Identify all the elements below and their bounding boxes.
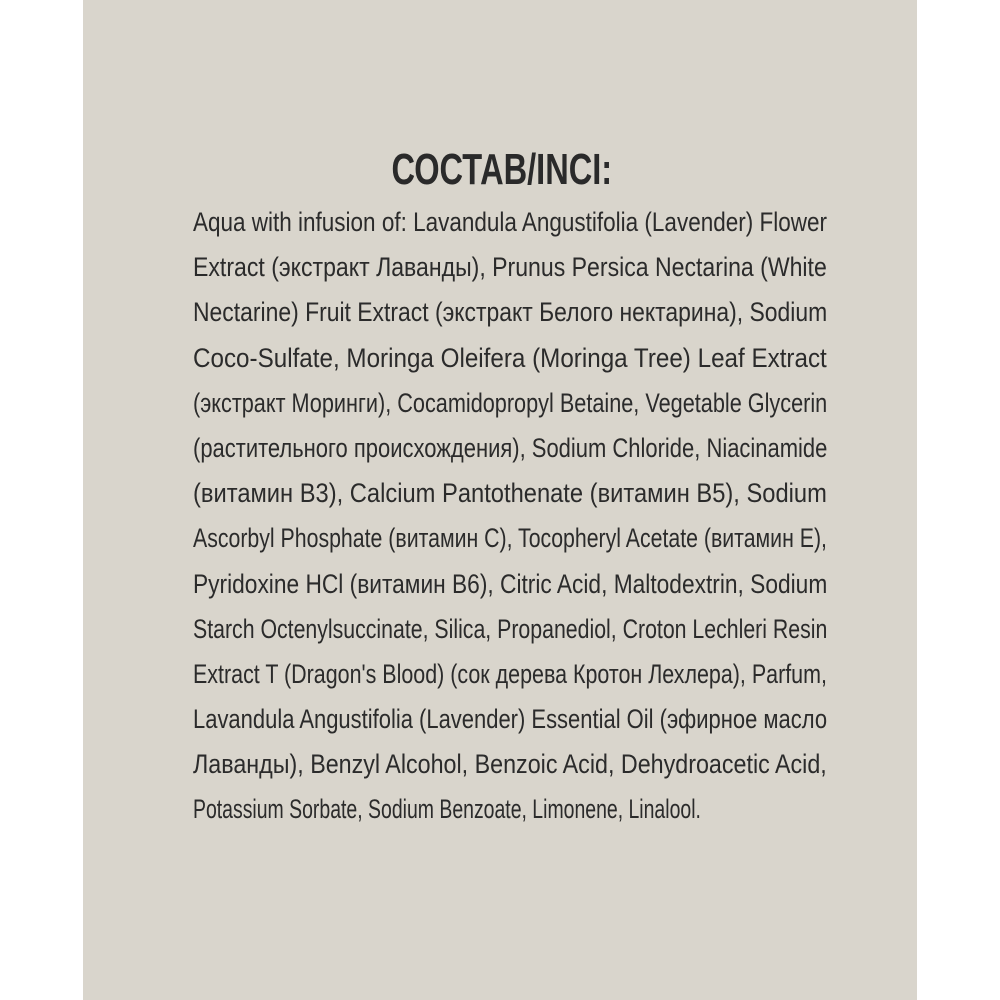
- ingredients-panel: [83, 0, 917, 1000]
- ingredients-line: Aqua with infusion of: Lavandula Angustifolia (Lavender) Flower: [193, 207, 827, 237]
- ingredients-line: Extract T (Dragon's Blood) (сок дерева Кротон Лехлера), Parfum,: [193, 658, 827, 689]
- ingredients-line: (растительного происхождения), Sodium Chloride, Niacinamide: [193, 432, 828, 463]
- ingredients-line: (витамин B3), Calcium Pantothenate (витамин B5), Sodium: [193, 478, 827, 509]
- ingredients-line: Pyridoxine HCl (витамин B6), Citric Acid, Maltodextrin, Sodium: [193, 568, 828, 599]
- ingredients-title: СОСТАВ/INCI:: [391, 145, 613, 194]
- ingredients-line: Starch Octenylsuccinate, Silica, Propanediol, Croton Lechleri Resin: [193, 613, 828, 644]
- ingredients-line: Ascorbyl Phosphate (витамин C), Tocopheryl Acetate (витамин E),: [193, 523, 827, 554]
- ingredients-line: Extract (экстракт Лаванды), Prunus Persica Nectarina (White: [193, 252, 827, 283]
- ingredients-line: (экстракт Моринги), Cocamidopropyl Betaine, Vegetable Glycerin: [193, 387, 828, 418]
- ingredients-line: Лаванды), Benzyl Alcohol, Benzoic Acid, Dehydroacetic Acid,: [193, 749, 827, 780]
- ingredients-line: Nectarine) Fruit Extract (экстракт Белого нектарина), Sodium: [193, 297, 828, 328]
- ingredients-line: Lavandula Angustifolia (Lavender) Essential Oil (эфирное масло: [193, 704, 828, 735]
- ingredients-line: Coco-Sulfate, Moringa Oleifera (Moringa Tree) Leaf Extract: [193, 342, 827, 373]
- ingredients-line: Potassium Sorbate, Sodium Benzoate, Limonene, Linalool.: [193, 794, 701, 825]
- ingredients-text: [193, 200, 827, 833]
